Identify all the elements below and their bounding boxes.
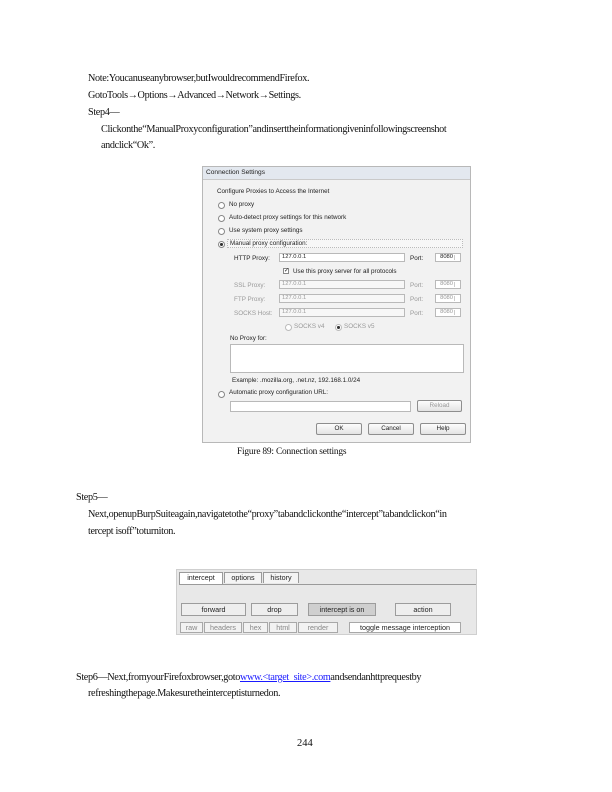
step6-prefix: Step6—Next,fromyourFirefoxbrowser,goto xyxy=(76,672,240,683)
subtab-render[interactable]: render xyxy=(298,622,338,633)
reload-button[interactable]: Reload xyxy=(417,400,462,412)
socks-v5-radio[interactable] xyxy=(335,324,342,331)
no-proxy-radio[interactable] xyxy=(218,202,225,209)
auto-url-label: Automatic proxy configuration URL: xyxy=(229,389,329,396)
no-proxy-for-textarea[interactable] xyxy=(230,344,464,373)
system-proxy-radio[interactable] xyxy=(218,228,225,235)
example-text: Example: .mozilla.org, .net.nz, 192.168.1.0/24 xyxy=(232,377,361,384)
ssl-proxy-label: SSL Proxy: xyxy=(234,282,266,289)
connection-settings-dialog xyxy=(202,166,471,443)
forward-button[interactable]: forward xyxy=(181,603,246,616)
subtab-html[interactable]: html xyxy=(269,622,297,633)
auto-url-radio[interactable] xyxy=(218,391,225,398)
dialog-title: Connection Settings xyxy=(203,167,470,180)
figure-caption: Figure 89: Connection settings xyxy=(237,447,347,457)
step4-line2: andclick“Ok”. xyxy=(101,140,155,151)
step6-line2: refreshingthepage.Makesuretheinterceptisturnedon. xyxy=(88,688,281,699)
socks-port-input[interactable]: 8080 xyxy=(435,308,461,317)
tab-intercept[interactable]: intercept xyxy=(179,572,223,584)
burp-intercept-panel xyxy=(176,569,477,635)
step6-suffix: andsendanhttprequestby xyxy=(330,672,422,683)
subtab-raw[interactable]: raw xyxy=(180,622,203,633)
step6-line1 xyxy=(76,671,421,684)
step5-line2: tercept isoff”toturniton. xyxy=(88,526,176,537)
step4-line1: Clickonthe“ManualProxyconfiguration”andinserttheinformationgiveninfollowingscreenshot xyxy=(101,124,447,135)
ftp-proxy-label: FTP Proxy: xyxy=(234,296,266,303)
page-number: 244 xyxy=(297,738,313,749)
http-proxy-label: HTTP Proxy: xyxy=(234,255,270,262)
cancel-button[interactable]: Cancel xyxy=(368,423,414,435)
auto-detect-radio[interactable] xyxy=(218,215,225,222)
tab-options[interactable]: options xyxy=(224,572,262,583)
socks-v5-label: SOCKS v5 xyxy=(344,323,375,330)
http-proxy-input[interactable]: 127.0.0.1 xyxy=(279,253,405,262)
use-all-label: Use this proxy server for all protocols xyxy=(293,268,397,275)
socks-v4-label: SOCKS v4 xyxy=(294,323,325,330)
use-all-checkbox[interactable]: ✓ xyxy=(284,268,290,274)
toggle-interception-button[interactable]: toggle message interception xyxy=(349,622,461,633)
manual-proxy-radio[interactable] xyxy=(218,241,225,248)
manual-proxy-label: Manual proxy configuration: xyxy=(227,239,463,248)
system-proxy-label: Use system proxy settings xyxy=(229,227,303,234)
ftp-port-label: Port: xyxy=(410,296,424,303)
ssl-port-label: Port: xyxy=(410,282,424,289)
tab-divider xyxy=(179,584,476,585)
step5-line1: Next,openupBurpSuiteagain,navigatetothe“proxy”tabandclickonthe“intercept”tabandclickon“in xyxy=(88,509,447,520)
ssl-proxy-input[interactable]: 127.0.0.1 xyxy=(279,280,405,289)
http-port-input[interactable]: 8080 xyxy=(435,253,461,262)
ok-button[interactable]: OK xyxy=(316,423,362,435)
step5-heading: Step5— xyxy=(76,492,108,503)
help-button[interactable]: Help xyxy=(420,423,466,435)
action-button[interactable]: action xyxy=(395,603,451,616)
intercept-toggle-button[interactable]: intercept is on xyxy=(308,603,376,616)
subtab-hex[interactable]: hex xyxy=(243,622,268,633)
ssl-port-input[interactable]: 8080 xyxy=(435,280,461,289)
socks-host-label: SOCKS Host: xyxy=(234,310,273,317)
ftp-proxy-input[interactable]: 127.0.0.1 xyxy=(279,294,405,303)
tab-history[interactable]: history xyxy=(263,572,299,583)
socks-v4-radio[interactable] xyxy=(285,324,292,331)
drop-button[interactable]: drop xyxy=(251,603,298,616)
note-text: Note:Youcanuseanybrowser,butIwouldrecommendFirefox. xyxy=(88,73,310,84)
no-proxy-for-label: No Proxy for: xyxy=(230,335,267,342)
socks-host-input[interactable]: 127.0.0.1 xyxy=(279,308,405,317)
goto-instruction: GotoTools→Options→Advanced→Network→Settings. xyxy=(88,90,301,101)
ftp-port-input[interactable]: 8080 xyxy=(435,294,461,303)
no-proxy-label: No proxy xyxy=(229,201,255,208)
auto-url-input[interactable] xyxy=(230,401,411,412)
socks-port-label: Port: xyxy=(410,310,424,317)
subtab-headers[interactable]: headers xyxy=(204,622,242,633)
auto-detect-label: Auto-detect proxy settings for this network xyxy=(229,214,347,221)
target-site-link[interactable]: www.<target_site>.com xyxy=(239,672,331,683)
step4-heading: Step4— xyxy=(88,107,120,118)
http-port-label: Port: xyxy=(410,255,424,262)
group-label: Configure Proxies to Access the Internet xyxy=(217,188,330,195)
